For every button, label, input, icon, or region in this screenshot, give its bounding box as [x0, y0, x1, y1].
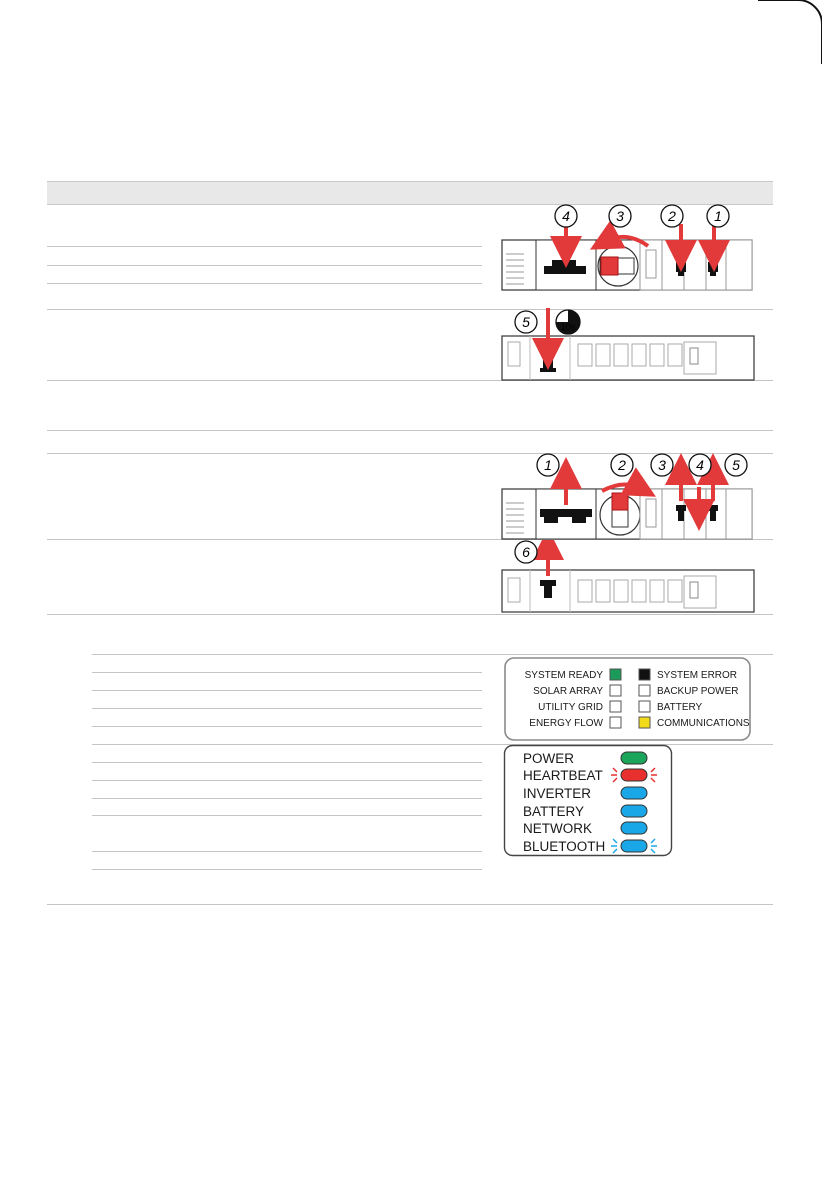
- svg-text:SYSTEM READY: SYSTEM READY: [524, 670, 603, 681]
- table-rule: [47, 430, 773, 431]
- table-rule: [92, 726, 482, 727]
- table-rule: [47, 283, 482, 284]
- svg-text:4: 4: [696, 457, 704, 473]
- table-rule: [47, 265, 482, 266]
- startup-breaker-diagram: [500, 453, 760, 541]
- svg-text:NETWORK: NETWORK: [523, 821, 592, 836]
- step-number: [515, 311, 537, 333]
- svg-text:BACKUP POWER: BACKUP POWER: [657, 686, 739, 697]
- crop-mark: [758, 0, 822, 64]
- svg-text:5: 5: [732, 457, 740, 473]
- step-number: [611, 454, 633, 476]
- svg-text:SOLAR ARRAY: SOLAR ARRAY: [533, 686, 603, 697]
- svg-text:3: 3: [616, 208, 624, 224]
- led-heartbeat: [523, 768, 657, 783]
- table-rule: [92, 869, 482, 870]
- svg-text:6: 6: [522, 544, 530, 560]
- table-rule: [92, 798, 482, 799]
- svg-text:2: 2: [618, 457, 626, 473]
- status-battery: [639, 701, 703, 713]
- mini-led-column: [504, 250, 534, 288]
- table-rule: [92, 654, 773, 655]
- svg-text:POWER: POWER: [523, 751, 575, 766]
- step-number: [515, 541, 537, 563]
- table-rule: [47, 904, 773, 905]
- svg-text:BATTERY: BATTERY: [523, 804, 585, 819]
- startup-lower-panel-diagram: [500, 540, 760, 614]
- svg-text:UTILITY GRID: UTILITY GRID: [538, 702, 603, 713]
- step-number: [707, 205, 729, 227]
- svg-text:1: 1: [544, 457, 552, 473]
- table-rule: [92, 708, 482, 709]
- shutdown-breaker-diagram: [500, 200, 760, 296]
- table-rule: [47, 614, 773, 615]
- step-number: [661, 205, 683, 227]
- step-number: [651, 454, 673, 476]
- inverter-led-panel: [503, 744, 675, 858]
- svg-text:BLUETOOTH: BLUETOOTH: [523, 839, 606, 854]
- timer-icon: [556, 310, 580, 334]
- svg-text:10s: 10s: [560, 322, 576, 332]
- step-number: [689, 454, 711, 476]
- table-rule: [92, 762, 482, 763]
- led-bluetooth: [523, 839, 657, 854]
- svg-text:1: 1: [714, 208, 722, 224]
- step-number: [725, 454, 747, 476]
- step-number: [537, 454, 559, 476]
- svg-text:COMMUNICATIONS: COMMUNICATIONS: [657, 718, 750, 729]
- table-rule: [92, 672, 482, 673]
- step-number: [609, 205, 631, 227]
- status-led-panel: [503, 656, 753, 742]
- svg-text:ENERGY FLOW: ENERGY FLOW: [529, 718, 603, 729]
- svg-text:INVERTER: INVERTER: [523, 786, 592, 801]
- table-rule: [92, 851, 482, 852]
- rotary-knob: [601, 257, 618, 275]
- svg-text:4: 4: [562, 208, 570, 224]
- step-number: [555, 205, 577, 227]
- led-inverter: [523, 786, 647, 801]
- table-rule: [92, 690, 482, 691]
- rotary-knob: [612, 493, 628, 510]
- svg-text:2: 2: [668, 208, 676, 224]
- shutdown-lower-panel-diagram: [500, 302, 760, 382]
- svg-text:5: 5: [522, 314, 530, 330]
- svg-text:3: 3: [658, 457, 666, 473]
- table-rule: [92, 815, 482, 816]
- led-network: [523, 821, 647, 836]
- table-rule: [92, 780, 482, 781]
- svg-text:SYSTEM ERROR: SYSTEM ERROR: [657, 670, 738, 681]
- svg-text:BATTERY: BATTERY: [657, 702, 703, 713]
- table-rule: [47, 246, 482, 247]
- svg-text:HEARTBEAT: HEARTBEAT: [523, 768, 603, 783]
